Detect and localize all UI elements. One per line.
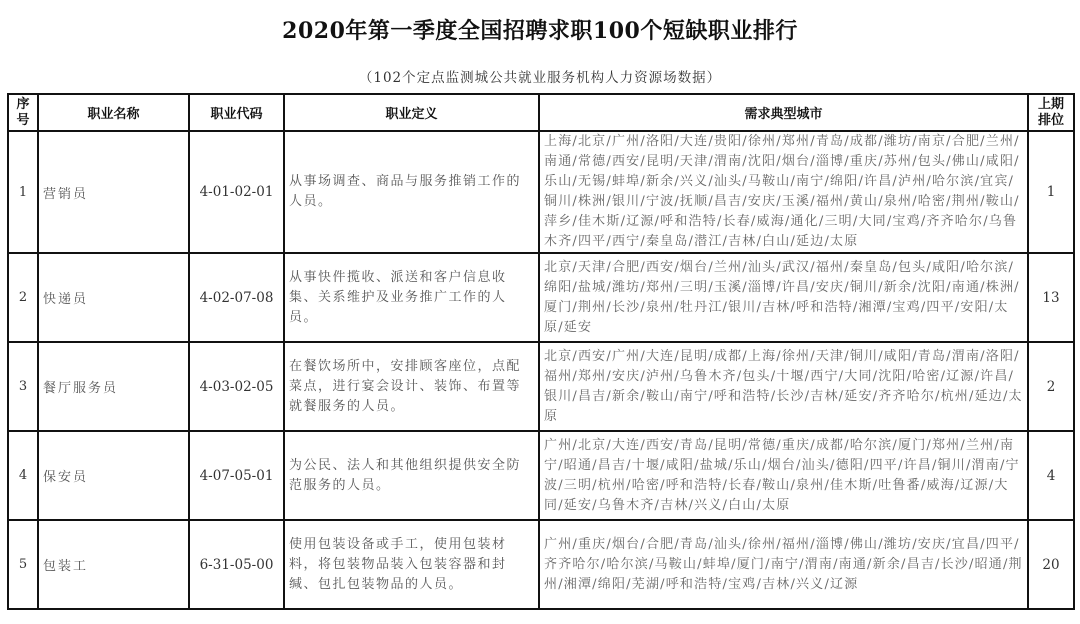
cell-prev-rank: 20 [1028,520,1074,609]
cell-definition: 在餐饮场所中，安排顾客座位，点配菜点，进行宴会设计、装饰、布置等就餐服务的人员。 [284,342,539,431]
cell-definition: 使用包装设备或手工，使用包装材料，将包装物品装入包装容器和封缄、包扎包装物品的人员。 [284,520,539,609]
table-row [8,342,1074,431]
header-prev-rank-label: 上期排位 [1037,96,1064,128]
cell-occupation-name: 营销员 [38,131,189,253]
table-header-row [8,94,1074,131]
cell-prev-rank: 2 [1028,342,1074,431]
table-row [8,253,1074,342]
cell-seq: 4 [8,431,38,520]
cell-seq: 3 [8,342,38,431]
header-definition: 职业定义 [284,94,539,131]
cell-prev-rank: 13 [1028,253,1074,342]
shortage-occupations-table [7,93,1075,610]
cell-seq: 2 [8,253,38,342]
header-cities: 需求典型城市 [539,94,1028,131]
cell-definition: 从事场调查、商品与服务推销工作的人员。 [284,131,539,253]
header-seq [8,94,38,131]
cell-prev-rank: 1 [1028,131,1074,253]
cell-occupation-code: 4-02-07-08 [189,253,284,342]
cell-cities: 北京/西安/广州/大连/昆明/成都/上海/徐州/天津/铜川/咸阳/青岛/渭南/洛阳/福州/郑州/安庆/泸州/乌鲁木齐/包头/十堰/西宁/大同/沈阳/哈密/辽源/许昌/银川/昌吉/新余/鞍山/南宁/呼和浩特/长沙/吉林/延安/齐齐哈尔/杭州/延边/太原 [539,342,1028,431]
header-name: 职业名称 [38,94,189,131]
document-title: 2020年第一季度全国招聘求职100个短缺职业排行 [282,18,798,44]
table-row [8,131,1074,253]
cell-occupation-name: 包装工 [38,520,189,609]
cell-occupation-name: 快递员 [38,253,189,342]
header-prev-rank [1028,94,1074,131]
cell-occupation-name: 保安员 [38,431,189,520]
cell-seq: 5 [8,520,38,609]
cell-seq: 1 [8,131,38,253]
table-row [8,520,1074,609]
header-seq-label: 序号 [16,96,30,128]
cell-occupation-name: 餐厅服务员 [38,342,189,431]
document-subtitle: （102个定点监测城公共就业服务机构人力资源场数据） [358,70,722,86]
cell-cities: 广州/重庆/烟台/合肥/青岛/汕头/徐州/福州/淄博/佛山/潍坊/安庆/宜昌/四平/齐齐哈尔/哈尔滨/马鞍山/蚌埠/厦门/南宁/渭南/南通/新余/昌吉/长沙/昭通/荆州/湘潭/绵阳/芜湖/呼和浩特/宝鸡/吉林/兴义/辽源 [539,520,1028,609]
header-code: 职业代码 [189,94,284,131]
table-row [8,431,1074,520]
cell-occupation-code: 4-01-02-01 [189,131,284,253]
cell-prev-rank: 4 [1028,431,1074,520]
cell-cities: 北京/天津/合肥/西安/烟台/兰州/汕头/武汉/福州/秦皇岛/包头/咸阳/哈尔滨/绵阳/盐城/潍坊/郑州/三明/玉溪/淄博/许昌/安庆/铜川/新余/沈阳/南通/株洲/厦门/荆州/长沙/泉州/牡丹江/银川/吉林/呼和浩特/湘潭/宝鸡/四平/安阳/太原/延安 [539,253,1028,342]
cell-occupation-code: 6-31-05-00 [189,520,284,609]
cell-cities-text: 上海/北京/广州/洛阳/大连/贵阳/徐州/郑州/青岛/成都/潍坊/南京/合肥/兰州/南通/常德/西安/昆明/天津/渭南/沈阳/烟台/淄博/重庆/苏州/包头/佛山/咸阳/乐山/无锡/蚌埠/新余/兴义/汕头/马鞍山/南宁/绵阳/许昌/泸州/哈尔滨/宜宾/铜川/株洲/银川/宁波/抚顺/昌吉/安庆/玉溪/福州/黄山/泉州/哈密/荆州/鞍山/萍乡/佳木斯/辽源/呼和浩特/长春/威海/通化/三明/大同/宝鸡/齐齐哈尔/乌鲁木齐/四平/西宁/秦皇岛/潜江/吉林/白山/延边/太原 [544,134,1020,249]
cell-occupation-code: 4-03-02-05 [189,342,284,431]
cell-cities: 广州/北京/大连/西安/青岛/昆明/常德/重庆/成都/哈尔滨/厦门/郑州/兰州/南宁/昭通/昌吉/十堰/咸阳/盐城/乐山/烟台/汕头/德阳/四平/许昌/铜川/渭南/宁波/三明/杭州/哈密/呼和浩特/长春/鞍山/泉州/佳木斯/吐鲁番/威海/辽源/大同/延安/乌鲁木齐/吉林/兴义/白山/太原 [539,431,1028,520]
cell-occupation-code: 4-07-05-01 [189,431,284,520]
cell-definition: 为公民、法人和其他组织提供安全防范服务的人员。 [284,431,539,520]
cell-definition: 从事快件揽收、派送和客户信息收集、关系维护及业务推广工作的人员。 [284,253,539,342]
cell-cities [539,131,1028,253]
